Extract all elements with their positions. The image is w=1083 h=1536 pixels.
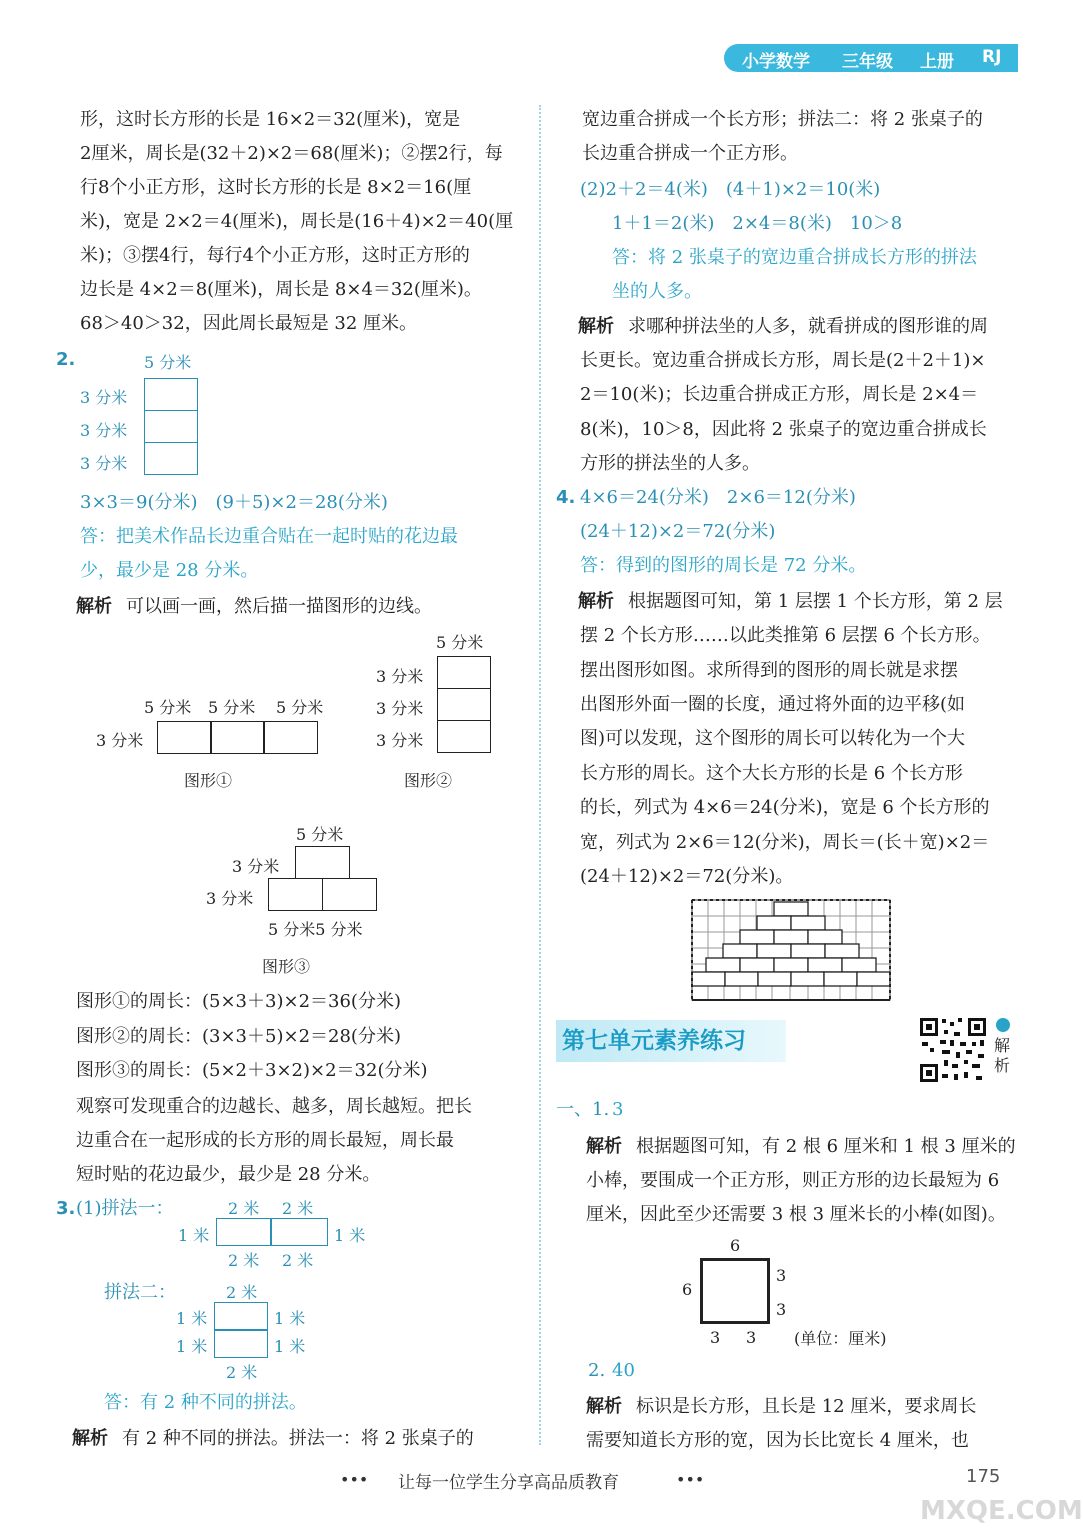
- answer-line: 坐的人多。: [612, 281, 702, 302]
- text-line: 2＝10(米)；长边重合拼成正方形，周长是 2×4＝: [580, 384, 979, 405]
- staircase-figure: [690, 898, 892, 1002]
- dimension-label: 3 分米: [80, 454, 128, 473]
- dimension-label: 3 分米: [206, 889, 254, 908]
- analysis-label: 解析: [586, 1136, 622, 1157]
- text-line: 摆出图形如图。求所得到的图形的周长就是求摆: [580, 660, 958, 681]
- text-line: 根据题图可知，有 2 根 6 厘米和 1 根 3 厘米的: [636, 1136, 1016, 1157]
- dimension-label: 5 分米: [144, 698, 192, 717]
- figure-cell: [295, 846, 350, 879]
- text-line: 求哪种拼法坐的人多，就看拼成的图形谁的周: [628, 316, 988, 337]
- question-number: 4.: [556, 487, 576, 508]
- part-label: 拼法二：: [104, 1282, 176, 1303]
- dimension-label: 6: [730, 1236, 741, 1255]
- answer-value: 40: [612, 1360, 635, 1381]
- dimension-label: 5 分米: [208, 698, 256, 717]
- text-line: 2厘米，周长是(32＋2)×2＝68(厘米)；②摆2行，每: [80, 143, 503, 164]
- play-icon[interactable]: [996, 1018, 1010, 1032]
- dimension-label: 5 分米: [436, 633, 484, 652]
- watermark: MXQE.COM: [920, 1496, 1083, 1526]
- text-line: 形，这时长方形的长是 16×2＝32(厘米)，宽是: [80, 109, 461, 130]
- result-line: 图形②的周长：(3×3＋5)×2＝28(分米): [76, 1026, 401, 1047]
- text-line: 宽边重合拼成一个长方形；拼法二：将 2 张桌子的: [582, 109, 983, 130]
- question-number: 2.: [588, 1360, 606, 1381]
- text-line: 长边重合拼成一个正方形。: [582, 143, 798, 164]
- unit-note: (单位：厘米): [794, 1329, 887, 1348]
- text-line: (24＋12)×2＝72(分米)。: [580, 866, 794, 887]
- text-line: 米)，宽是 2×2＝4(厘米)，周长是(16＋4)×2＝40(厘: [80, 211, 514, 232]
- footer-dots-right: •••: [676, 1470, 705, 1489]
- dimension-label: 5 分米5 分米: [268, 920, 363, 939]
- text-line: 标识是长方形，且长是 12 厘米，要求周长: [636, 1396, 977, 1417]
- calc-line: 1＋1＝2(米) 2×4＝8(米) 10＞8: [612, 213, 903, 234]
- dimension-label: 2 米: [228, 1199, 260, 1218]
- answer-value: 3: [612, 1099, 624, 1120]
- footer-slogan: 让每一位学生分享高品质教育: [398, 1473, 619, 1493]
- answer-line: 答：把美术作品长边重合贴在一起时贴的花边最: [80, 526, 458, 547]
- dimension-label: 5 分米: [276, 698, 324, 717]
- text-line: 8(米)，10＞8，因此将 2 张桌子的宽边重合拼成长: [580, 419, 987, 440]
- dimension-label: 5 分米: [296, 825, 344, 844]
- dimension-label: 1 米: [178, 1226, 210, 1245]
- text-line: 方形的拼法坐的人多。: [580, 453, 760, 474]
- qr-code-icon[interactable]: [918, 1016, 990, 1084]
- unit-title: 第七单元素养练习: [562, 1028, 746, 1054]
- question-number: 一、1.: [556, 1099, 610, 1120]
- table-shape: [216, 1218, 272, 1246]
- analysis-label: 解析: [72, 1428, 108, 1449]
- table-shape: [214, 1302, 268, 1331]
- analysis-label: 解析: [578, 316, 614, 337]
- text-line: 小棒，要围成一个正方形，则正方形的边长最短为 6: [586, 1170, 1000, 1191]
- text-line: 边重合在一起形成的长方形的周长最短，周长最: [76, 1130, 454, 1151]
- text-line: 摆 2 个长方形……以此类推第 6 层摆 6 个长方形。: [580, 625, 991, 646]
- text-line: 宽，列式为 2×6＝12(分米)，周长＝(长＋宽)×2＝: [580, 832, 990, 853]
- result-line: 图形③的周长：(5×2＋3×2)×2＝32(分米): [76, 1060, 428, 1081]
- calc-line: (2)2＋2＝4(米) (4＋1)×2＝10(米): [580, 179, 881, 200]
- calc-line: 3×3＝9(分米) (9＋5)×2＝28(分米): [80, 492, 388, 513]
- text-line: 的长，列式为 4×6＝24(分米)，宽是 6 个长方形的: [580, 797, 990, 818]
- dimension-label: 3: [746, 1328, 757, 1347]
- table-shape: [214, 1329, 268, 1358]
- text-line: 需要知道长方形的宽，因为长比宽长 4 厘米，也: [586, 1430, 969, 1451]
- dimension-label: 2 米: [282, 1251, 314, 1270]
- header-grade: 三年级: [842, 52, 893, 72]
- question-number: 2.: [56, 349, 76, 370]
- part-label: (1)拼法一：: [76, 1198, 174, 1219]
- dimension-label: 3: [776, 1300, 787, 1319]
- dimension-label: 1 米: [274, 1309, 306, 1328]
- figure-cell: [437, 656, 491, 689]
- dimension-label: 3 分米: [376, 667, 424, 686]
- dimension-label: 1 米: [176, 1309, 208, 1328]
- text-line: 图)可以发现，这个图形的周长可以转化为一个大: [580, 728, 966, 749]
- figure-caption: 图形③: [262, 957, 311, 976]
- dimension-label: 3 分米: [80, 388, 128, 407]
- question-number: 3.: [56, 1198, 76, 1219]
- dimension-label: 1 米: [334, 1226, 366, 1245]
- dimension-label: 3: [776, 1266, 787, 1285]
- text-line: 米)；③摆4行，每行4个小正方形，这时正方形的: [80, 245, 470, 266]
- analysis-label: 解析: [578, 591, 614, 612]
- analysis-label: 解析: [586, 1396, 622, 1417]
- answer-line: 少，最少是 28 分米。: [80, 560, 259, 581]
- text-line: 观察可发现重合的边越长、越多，周长越短。把长: [76, 1096, 472, 1117]
- text-line: 厘米，因此至少还需要 3 根 3 厘米长的小棒(如图)。: [586, 1204, 1006, 1225]
- text-line: 短时贴的花边最少，最少是 28 分米。: [76, 1164, 381, 1185]
- footer-dots-left: •••: [340, 1470, 369, 1489]
- answer-line: 答：将 2 张桌子的宽边重合拼成长方形的拼法: [612, 247, 977, 268]
- dimension-label: 1 米: [176, 1337, 208, 1356]
- text-line: 行8个小正方形，这时长方形的长是 8×2＝16(厘: [80, 177, 472, 198]
- answer-line: 答：得到的图形的周长是 72 分米。: [580, 555, 867, 576]
- figure-cell: [437, 720, 491, 753]
- dimension-label: 3 分米: [232, 857, 280, 876]
- answer-line: 答：有 2 种不同的拼法。: [104, 1392, 307, 1413]
- figure-cell: [144, 410, 198, 443]
- column-divider: [539, 105, 541, 1445]
- header-subject: 小学数学: [742, 52, 810, 72]
- analysis-text: 有 2 种不同的拼法。拼法一：将 2 张桌子的: [122, 1428, 474, 1449]
- dimension-label: 3: [710, 1328, 721, 1347]
- dimension-label: 1 米: [274, 1337, 306, 1356]
- figure-caption: 图形①: [184, 771, 233, 790]
- text-line: 长方形的周长。这个大长方形的长是 6 个长方形: [580, 763, 963, 784]
- calc-line: 4×6＝24(分米) 2×6＝12(分米): [580, 487, 856, 508]
- analysis-text: 可以画一画，然后描一描图形的边线。: [126, 596, 432, 617]
- dimension-label: 2 米: [226, 1283, 258, 1302]
- qr-label: 解析: [994, 1036, 1011, 1075]
- table-shape: [270, 1218, 328, 1246]
- figure-cell: [144, 378, 198, 411]
- header-edition: RJ: [982, 47, 1002, 67]
- figure-cell: [210, 721, 265, 754]
- dimension-label: 2 米: [228, 1251, 260, 1270]
- analysis-label: 解析: [76, 596, 112, 617]
- text-line: 边长是 4×2＝8(厘米)，周长是 8×4＝32(厘米)。: [80, 279, 482, 300]
- header-volume: 上册: [920, 52, 954, 72]
- figure-cell: [268, 878, 323, 911]
- text-line: 根据题图可知，第 1 层摆 1 个长方形，第 2 层: [628, 591, 1003, 612]
- figure-caption: 图形②: [404, 771, 453, 790]
- dimension-label: 5 分米: [144, 353, 192, 372]
- text-line: 长更长。宽边重合拼成长方形，周长是(2＋2＋1)×: [580, 350, 986, 371]
- calc-line: (24＋12)×2＝72(分米): [580, 521, 776, 542]
- result-line: 图形①的周长：(5×3＋3)×2＝36(分米): [76, 991, 401, 1012]
- square-figure: [700, 1258, 770, 1324]
- figure-cell: [322, 878, 377, 911]
- page-header-bar: [724, 44, 1018, 72]
- page-number: 175: [966, 1466, 1001, 1487]
- dimension-label: 2 米: [226, 1363, 258, 1382]
- text-line: 出图形外面一圈的长度，通过将外面的边平移(如: [580, 694, 966, 715]
- dimension-label: 3 分米: [376, 699, 424, 718]
- dimension-label: 3 分米: [80, 421, 128, 440]
- text-line: 68＞40＞32，因此周长最短是 32 厘米。: [80, 313, 418, 334]
- dimension-label: 3 分米: [376, 731, 424, 750]
- figure-cell: [263, 721, 318, 754]
- figure-cell: [144, 442, 198, 475]
- figure-cell: [437, 688, 491, 721]
- dimension-label: 6: [682, 1280, 693, 1299]
- dimension-label: 3 分米: [96, 731, 144, 750]
- figure-cell: [157, 721, 212, 754]
- dimension-label: 2 米: [282, 1199, 314, 1218]
